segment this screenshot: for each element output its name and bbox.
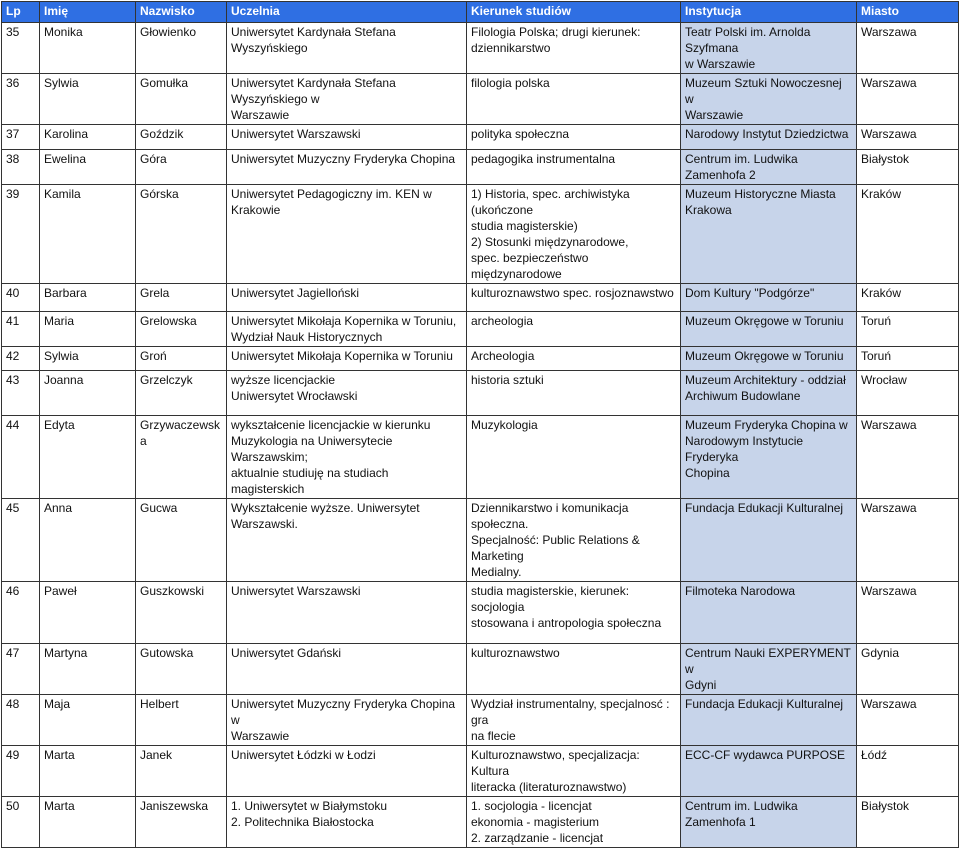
cell-uczelnia[interactable] (227, 746, 467, 797)
cell-kierunek[interactable] (467, 347, 681, 371)
cell-imie[interactable] (40, 416, 136, 499)
cell-lp-text: 49 (6, 748, 20, 762)
cell-lp[interactable] (2, 23, 40, 74)
cell-nazwisko[interactable] (136, 797, 227, 848)
cell-miasto-text: Kraków (861, 286, 902, 300)
cell-lp-text: 38 (6, 152, 20, 166)
cell-kierunek-text: historia sztuki (471, 373, 544, 387)
cell-miasto-text: Kraków (861, 187, 902, 201)
table-body (2, 23, 959, 848)
cell-lp[interactable] (2, 416, 40, 499)
cell-kierunek[interactable] (467, 185, 681, 284)
cell-instytucja[interactable] (681, 150, 857, 185)
cell-instytucja-text: Centrum im. Ludwika Zamenhofa 2 (685, 152, 798, 182)
table-row (2, 312, 959, 347)
cell-nazwisko[interactable] (136, 644, 227, 695)
cell-uczelnia[interactable] (227, 347, 467, 371)
cell-nazwisko-text: Helbert (140, 697, 179, 711)
cell-miasto-text: Toruń (861, 349, 892, 363)
cell-kierunek-text: Wydział instrumentalny, specjalnosć : gra na flecie (471, 697, 670, 743)
cell-uczelnia-text: Uniwersytet Muzyczny Fryderyka Chopina (231, 152, 456, 166)
interns-table (1, 1, 959, 848)
cell-miasto[interactable] (857, 74, 959, 125)
cell-nazwisko-text: Grzywaczewska (140, 418, 221, 448)
cell-kierunek-text: Archeologia (471, 349, 535, 363)
cell-nazwisko[interactable] (136, 416, 227, 499)
cell-miasto-text: Warszawa (861, 127, 917, 141)
cell-nazwisko-text: Goździk (140, 127, 184, 141)
cell-imie-text: Kamila (44, 187, 81, 201)
cell-uczelnia[interactable] (227, 150, 467, 185)
cell-miasto[interactable] (857, 499, 959, 582)
cell-lp-text: 48 (6, 697, 20, 711)
table-row (2, 23, 959, 74)
cell-uczelnia-text: 1. Uniwersytet w Białymstoku 2. Politechnika Białostocka (231, 799, 388, 829)
cell-miasto[interactable] (857, 746, 959, 797)
cell-uczelnia-text: Uniwersytet Łódzki w Łodzi (231, 748, 376, 762)
cell-nazwisko[interactable] (136, 125, 227, 150)
cell-nazwisko[interactable] (136, 499, 227, 582)
cell-instytucja-text: Fundacja Edukacji Kulturalnej (685, 501, 844, 515)
cell-lp[interactable] (2, 499, 40, 582)
cell-uczelnia[interactable] (227, 284, 467, 312)
cell-nazwisko-text: Gutowska (140, 646, 194, 660)
cell-imie[interactable] (40, 499, 136, 582)
cell-imie-text: Anna (44, 501, 73, 515)
cell-instytucja-text: Narodowy Instytut Dziedzictwa (685, 127, 849, 141)
cell-lp[interactable] (2, 644, 40, 695)
cell-miasto-text: Warszawa (861, 584, 917, 598)
cell-miasto[interactable] (857, 347, 959, 371)
cell-lp[interactable] (2, 371, 40, 416)
cell-miasto[interactable] (857, 312, 959, 347)
cell-instytucja-text: Muzeum Sztuki Nowoczesnej w Warszawie (685, 76, 842, 122)
cell-nazwisko[interactable] (136, 74, 227, 125)
table-row (2, 746, 959, 797)
cell-kierunek-text: filologia polska (471, 76, 550, 90)
cell-lp[interactable] (2, 125, 40, 150)
cell-kierunek[interactable] (467, 582, 681, 644)
cell-miasto-text: Wrocław (861, 373, 907, 387)
cell-uczelnia-text: Uniwersytet Warszawski (231, 584, 361, 598)
cell-kierunek-text: kulturoznawstwo spec. rosjoznawstwo (471, 286, 674, 300)
cell-instytucja-text: Muzeum Fryderyka Chopina w Narodowym Instytucie Fryderyka Chopina (685, 418, 848, 480)
cell-miasto-text: Warszawa (861, 501, 917, 515)
table-row (2, 125, 959, 150)
cell-instytucja[interactable] (681, 347, 857, 371)
cell-nazwisko-text: Głowienko (140, 25, 197, 39)
cell-kierunek-text: 1. socjologia - licencjat ekonomia - magisterium 2. zarządzanie - licencjat (471, 799, 604, 845)
cell-imie-text: Maria (44, 314, 75, 328)
cell-uczelnia[interactable] (227, 797, 467, 848)
table-row (2, 347, 959, 371)
spreadsheet-page (0, 1, 960, 845)
cell-lp-text: 40 (6, 286, 20, 300)
cell-imie[interactable] (40, 74, 136, 125)
table-row (2, 797, 959, 848)
cell-kierunek[interactable] (467, 644, 681, 695)
cell-instytucja-text: Muzeum Okręgowe w Toruniu (685, 349, 844, 363)
cell-instytucja-text: Muzeum Historyczne Miasta Krakowa (685, 187, 836, 217)
cell-instytucja-text: Filmoteka Narodowa (685, 584, 796, 598)
cell-lp-text: 39 (6, 187, 20, 201)
cell-instytucja[interactable] (681, 312, 857, 347)
cell-imie[interactable] (40, 284, 136, 312)
cell-imie-text: Marta (44, 799, 75, 813)
cell-instytucja[interactable] (681, 125, 857, 150)
header-nazwisko[interactable]: Nazwisko (136, 2, 227, 23)
table-row (2, 416, 959, 499)
cell-miasto-text: Toruń (861, 314, 892, 328)
cell-uczelnia-text: Uniwersytet Mikołaja Kopernika w Toruniu, Wydział Nauk Historycznych (231, 314, 457, 344)
cell-nazwisko-text: Górska (140, 187, 179, 201)
cell-instytucja[interactable] (681, 582, 857, 644)
cell-kierunek[interactable] (467, 746, 681, 797)
header-miasto[interactable]: Miasto (857, 2, 959, 23)
cell-nazwisko-text: Janek (140, 748, 173, 762)
table-row (2, 371, 959, 416)
cell-uczelnia-text: Wykształcenie wyższe. Uniwersytet Warszawski. (231, 501, 420, 531)
cell-miasto-text: Warszawa (861, 25, 917, 39)
cell-nazwisko-text: Gucwa (140, 501, 178, 515)
cell-instytucja-text: Dom Kultury "Podgórze" (685, 286, 815, 300)
cell-imie-text: Barbara (44, 286, 87, 300)
cell-miasto[interactable] (857, 23, 959, 74)
cell-instytucja[interactable] (681, 499, 857, 582)
table-row (2, 695, 959, 746)
cell-imie[interactable] (40, 150, 136, 185)
cell-kierunek[interactable] (467, 499, 681, 582)
cell-imie-text: Ewelina (44, 152, 87, 166)
cell-miasto[interactable] (857, 150, 959, 185)
cell-instytucja[interactable] (681, 797, 857, 848)
cell-lp[interactable] (2, 185, 40, 284)
cell-lp[interactable] (2, 797, 40, 848)
cell-instytucja-text: ECC-CF wydawca PURPOSE (685, 748, 846, 762)
cell-nazwisko-text: Góra (140, 152, 167, 166)
cell-uczelnia-text: wykształcenie licencjackie w kierunku Muzykologia na Uniwersytecie Warszawskim; aktualnie studiuję na studiach magisterskich (231, 418, 431, 496)
cell-miasto-text: Łódź (861, 748, 888, 762)
cell-kierunek[interactable] (467, 23, 681, 74)
cell-kierunek-text: Muzykologia (471, 418, 538, 432)
cell-imie-text: Sylwia (44, 349, 79, 363)
cell-instytucja[interactable] (681, 695, 857, 746)
cell-imie-text: Marta (44, 748, 75, 762)
table-row (2, 150, 959, 185)
table-row (2, 499, 959, 582)
cell-kierunek-text: studia magisterskie, kierunek: socjologia stosowana i antropologia społeczna (471, 584, 662, 630)
cell-lp-text: 42 (6, 349, 20, 363)
cell-uczelnia-text: Uniwersytet Gdański (231, 646, 342, 660)
cell-uczelnia-text: Uniwersytet Kardynała Stefana Wyszyńskiego (231, 25, 396, 55)
cell-kierunek-text: Filologia Polska; drugi kierunek: dziennikarstwo (471, 25, 641, 55)
cell-kierunek[interactable] (467, 797, 681, 848)
cell-imie-text: Sylwia (44, 76, 79, 90)
cell-imie[interactable] (40, 185, 136, 284)
cell-imie[interactable] (40, 371, 136, 416)
cell-uczelnia[interactable] (227, 125, 467, 150)
cell-imie-text: Joanna (44, 373, 84, 387)
header-uczelnia[interactable]: Uczelnia (227, 2, 467, 23)
cell-kierunek[interactable] (467, 312, 681, 347)
cell-nazwisko[interactable] (136, 185, 227, 284)
table-row (2, 644, 959, 695)
table-row (2, 185, 959, 284)
cell-nazwisko-text: Guszkowski (140, 584, 205, 598)
cell-uczelnia[interactable] (227, 74, 467, 125)
cell-nazwisko-text: Grzelczyk (140, 373, 193, 387)
cell-kierunek[interactable] (467, 371, 681, 416)
cell-miasto[interactable] (857, 125, 959, 150)
cell-lp-text: 41 (6, 314, 20, 328)
cell-instytucja-text: Muzeum Okręgowe w Toruniu (685, 314, 844, 328)
cell-nazwisko[interactable] (136, 582, 227, 644)
cell-imie-text: Paweł (44, 584, 77, 598)
cell-instytucja-text: Centrum im. Ludwika Zamenhofa 1 (685, 799, 798, 829)
cell-uczelnia[interactable] (227, 695, 467, 746)
cell-kierunek[interactable] (467, 284, 681, 312)
cell-imie[interactable] (40, 312, 136, 347)
cell-instytucja-text: Centrum Nauki EXPERYMENT w Gdyni (685, 646, 851, 692)
cell-miasto-text: Gdynia (861, 646, 900, 660)
cell-imie[interactable] (40, 746, 136, 797)
cell-nazwisko[interactable] (136, 746, 227, 797)
cell-miasto[interactable] (857, 582, 959, 644)
cell-miasto[interactable] (857, 644, 959, 695)
cell-lp-text: 46 (6, 584, 20, 598)
cell-kierunek[interactable] (467, 150, 681, 185)
cell-instytucja-text: Teatr Polski im. Arnolda Szyfmana w Warszawie (685, 25, 811, 71)
cell-lp[interactable] (2, 582, 40, 644)
cell-miasto-text: Warszawa (861, 76, 917, 90)
cell-instytucja[interactable] (681, 644, 857, 695)
cell-kierunek-text: pedagogika instrumentalna (471, 152, 616, 166)
cell-miasto[interactable] (857, 185, 959, 284)
cell-nazwisko[interactable] (136, 347, 227, 371)
cell-instytucja[interactable] (681, 284, 857, 312)
cell-kierunek-text: polityka społeczna (471, 127, 570, 141)
cell-lp[interactable] (2, 74, 40, 125)
cell-uczelnia-text: Uniwersytet Muzyczny Fryderyka Chopina w Warszawie (231, 697, 456, 743)
cell-imie[interactable] (40, 582, 136, 644)
cell-uczelnia[interactable] (227, 416, 467, 499)
cell-lp-text: 43 (6, 373, 20, 387)
cell-lp-text: 35 (6, 25, 20, 39)
table-row (2, 284, 959, 312)
cell-uczelnia[interactable] (227, 582, 467, 644)
cell-kierunek-text: 1) Historia, spec. archiwistyka (ukończone studia magisterskie) 2) Stosunki międzynarodowe, spec. bezpieczeństwo międzynarodowe (471, 187, 630, 281)
header-instytucja[interactable]: Instytucja (681, 2, 857, 23)
cell-lp[interactable] (2, 695, 40, 746)
cell-lp-text: 36 (6, 76, 20, 90)
cell-imie-text: Martyna (44, 646, 88, 660)
cell-lp-text: 37 (6, 127, 20, 141)
cell-nazwisko-text: Grelowska (140, 314, 197, 328)
cell-instytucja[interactable] (681, 23, 857, 74)
cell-miasto-text: Warszawa (861, 418, 917, 432)
cell-kierunek-text: archeologia (471, 314, 534, 328)
cell-lp[interactable] (2, 284, 40, 312)
cell-nazwisko-text: Janiszewska (140, 799, 209, 813)
cell-lp-text: 45 (6, 501, 20, 515)
table-header (2, 2, 959, 23)
cell-nazwisko-text: Grela (140, 286, 170, 300)
cell-lp[interactable] (2, 746, 40, 797)
cell-instytucja[interactable] (681, 371, 857, 416)
cell-nazwisko-text: Groń (140, 349, 167, 363)
cell-nazwisko[interactable] (136, 695, 227, 746)
cell-lp-text: 44 (6, 418, 20, 432)
cell-uczelnia[interactable] (227, 499, 467, 582)
cell-lp[interactable] (2, 150, 40, 185)
cell-miasto[interactable] (857, 797, 959, 848)
cell-kierunek[interactable] (467, 416, 681, 499)
header-imie[interactable]: Imię (40, 2, 136, 23)
cell-imie-text: Karolina (44, 127, 89, 141)
cell-nazwisko[interactable] (136, 371, 227, 416)
cell-kierunek-text: kulturoznawstwo (471, 646, 560, 660)
header-row (2, 2, 959, 23)
cell-imie-text: Edyta (44, 418, 75, 432)
table-row (2, 74, 959, 125)
cell-instytucja[interactable] (681, 416, 857, 499)
cell-instytucja-text: Muzeum Architektury - oddział Archiwum Budowlane (685, 373, 846, 403)
cell-imie[interactable] (40, 644, 136, 695)
cell-miasto[interactable] (857, 695, 959, 746)
cell-nazwisko[interactable] (136, 150, 227, 185)
cell-imie[interactable] (40, 797, 136, 848)
cell-miasto-text: Warszawa (861, 697, 917, 711)
cell-kierunek-text: Kulturoznawstwo, specjalizacja: Kultura literacka (literaturoznawstwo) (471, 748, 640, 794)
cell-nazwisko[interactable] (136, 312, 227, 347)
cell-lp-text: 50 (6, 799, 20, 813)
cell-kierunek[interactable] (467, 695, 681, 746)
cell-instytucja[interactable] (681, 185, 857, 284)
cell-instytucja[interactable] (681, 74, 857, 125)
cell-lp-text: 47 (6, 646, 20, 660)
cell-nazwisko[interactable] (136, 284, 227, 312)
table-row (2, 582, 959, 644)
cell-miasto[interactable] (857, 416, 959, 499)
cell-imie[interactable] (40, 125, 136, 150)
cell-kierunek[interactable] (467, 74, 681, 125)
cell-uczelnia-text: Uniwersytet Kardynała Stefana Wyszyńskiego w Warszawie (231, 76, 396, 122)
header-lp[interactable]: Lp (2, 2, 40, 23)
cell-uczelnia[interactable] (227, 312, 467, 347)
cell-miasto-text: Białystok (861, 152, 910, 166)
header-kierunek[interactable]: Kierunek studiów (467, 2, 681, 23)
cell-kierunek[interactable] (467, 125, 681, 150)
cell-lp[interactable] (2, 312, 40, 347)
cell-uczelnia-text: Uniwersytet Jagielloński (231, 286, 360, 300)
cell-imie-text: Monika (44, 25, 83, 39)
cell-miasto-text: Białystok (861, 799, 910, 813)
cell-imie[interactable] (40, 695, 136, 746)
cell-nazwisko-text: Gomułka (140, 76, 189, 90)
cell-imie[interactable] (40, 347, 136, 371)
cell-imie[interactable] (40, 23, 136, 74)
cell-uczelnia-text: Uniwersytet Mikołaja Kopernika w Toruniu (231, 349, 453, 363)
cell-instytucja-text: Fundacja Edukacji Kulturalnej (685, 697, 844, 711)
cell-uczelnia[interactable] (227, 185, 467, 284)
cell-nazwisko[interactable] (136, 23, 227, 74)
cell-imie-text: Maja (44, 697, 71, 711)
cell-uczelnia-text: Uniwersytet Pedagogiczny im. KEN w Krakowie (231, 187, 432, 217)
cell-miasto[interactable] (857, 284, 959, 312)
cell-lp[interactable] (2, 347, 40, 371)
cell-uczelnia[interactable] (227, 23, 467, 74)
cell-uczelnia-text: Uniwersytet Warszawski (231, 127, 361, 141)
cell-kierunek-text: Dziennikarstwo i komunikacja społeczna. Specjalność: Public Relations & Marketing Medialny. (471, 501, 640, 579)
cell-miasto[interactable] (857, 371, 959, 416)
cell-uczelnia[interactable] (227, 644, 467, 695)
cell-uczelnia-text: wyższe licencjackie Uniwersytet Wrocławski (231, 373, 358, 403)
cell-uczelnia[interactable] (227, 371, 467, 416)
cell-instytucja[interactable] (681, 746, 857, 797)
